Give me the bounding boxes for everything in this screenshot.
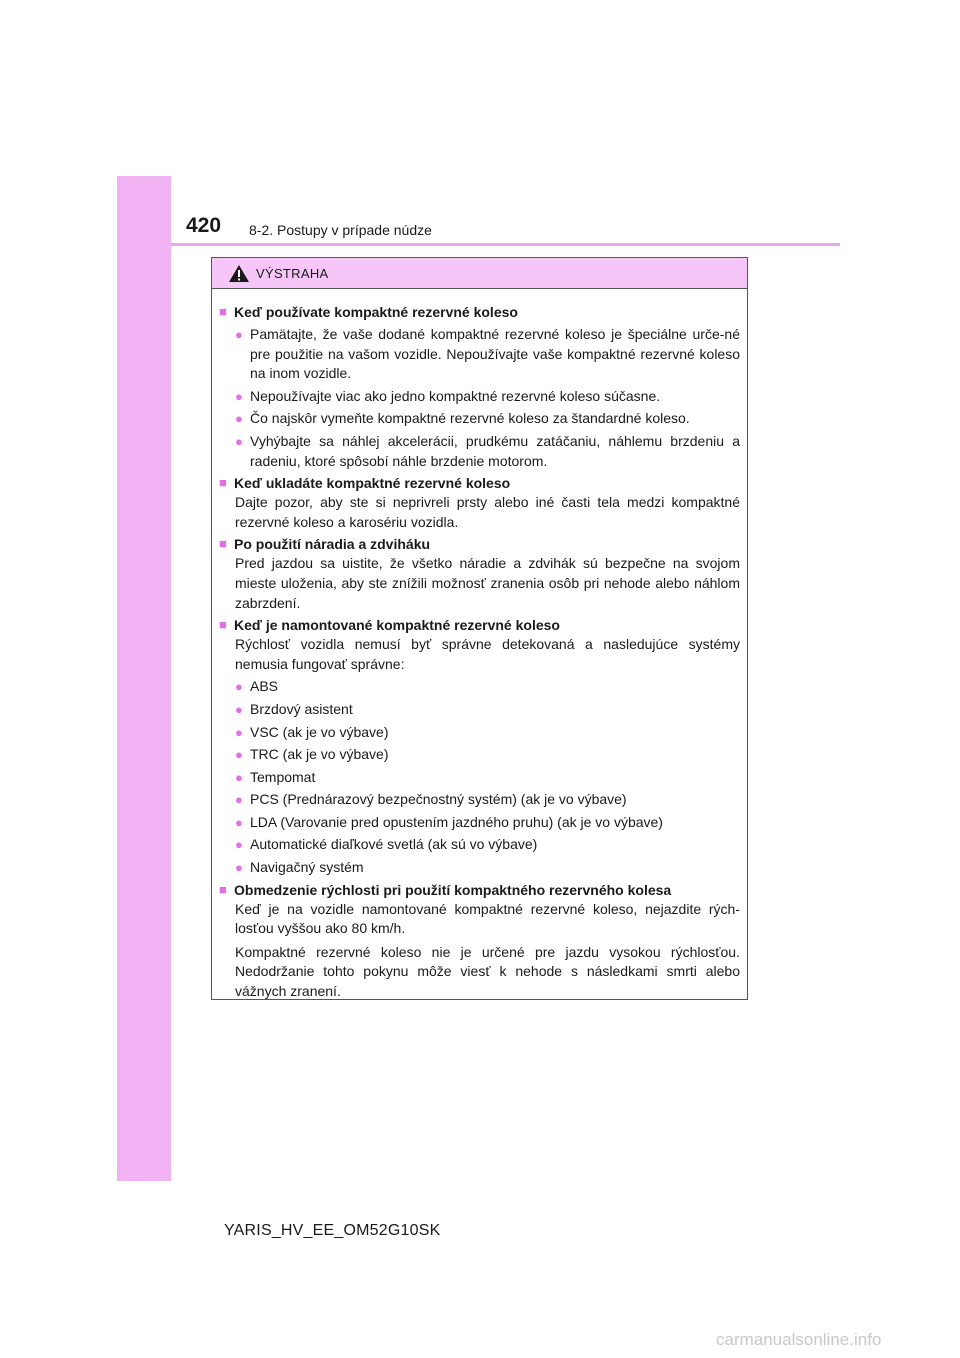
round-bullet-icon: ●: [235, 411, 243, 427]
round-bullet-icon: ●: [235, 724, 243, 740]
round-bullet-icon: ●: [235, 769, 243, 785]
section-text: Dajte pozor, aby ste si neprivreli prsty alebo iné časti tela medzi kompaktné rezervné koleso a karosériu vozidla.: [235, 494, 740, 530]
watermark: carmanualsonline.info: [716, 1330, 882, 1349]
section-heading: Keď používate kompaktné rezervné koleso: [234, 304, 518, 320]
round-bullet-icon: ●: [235, 814, 243, 830]
round-bullet-icon: ●: [235, 679, 243, 695]
round-bullet-icon: ●: [235, 837, 243, 853]
side-color-band: [117, 176, 171, 1181]
section-compact-spare-use: [219, 302, 740, 471]
list-item: ● Nepoužívajte viac ako jedno kompaktné rezervné koleso súčasne.: [235, 387, 740, 407]
list-item: ● LDA (Varovanie pred opustením jazdného pruhu) (ak je vo výbave): [235, 813, 740, 833]
section-speed-limit: [219, 880, 740, 1002]
square-bullet-icon: ■: [219, 536, 227, 552]
warning-body: [212, 289, 747, 1002]
round-bullet-icon: ●: [235, 701, 243, 717]
header-rule: [171, 243, 840, 246]
list-item: ● PCS (Prednárazový bezpečnostný systém) (ak je vo výbave): [235, 790, 740, 810]
list-item: ● ABS: [235, 677, 740, 697]
round-bullet-icon: ●: [235, 327, 243, 342]
warning-triangle-icon: [228, 264, 250, 283]
round-bullet-icon: ●: [235, 860, 243, 876]
list-item: ● TRC (ak je vo výbave): [235, 745, 740, 765]
list-item: ● Tempomat: [235, 768, 740, 788]
section-spare-installed: [219, 615, 740, 878]
round-bullet-icon: ●: [235, 792, 243, 808]
list-item: ● Brzdový asistent: [235, 700, 740, 720]
warning-header: [212, 258, 747, 289]
list-item: ● Navigačný systém: [235, 858, 740, 878]
round-bullet-icon: ●: [235, 747, 243, 763]
document-code: YARIS_HV_EE_OM52G10SK: [224, 1222, 441, 1239]
section-text: Rýchlosť vozidla nemusí byť správne detekovaná a nasledujúce systémy nemusia fungovať správne:: [235, 636, 740, 672]
square-bullet-icon: ■: [219, 475, 227, 491]
section-heading: Keď je namontované kompaktné rezervné koleso: [234, 617, 560, 634]
warning-box: [211, 257, 748, 1000]
square-bullet-icon: ■: [219, 881, 227, 897]
square-bullet-icon: ■: [219, 617, 227, 633]
warning-title: VÝSTRAHA: [256, 265, 329, 281]
section-heading: Keď ukladáte kompaktné rezervné koleso: [234, 475, 511, 492]
list-item: ● Pamätajte, že vaše dodané kompaktné rezervné koleso je špeciálne urče-né pre použitie na vašom vozidle. Nepoužívajte vaše kompaktné rezervné koleso na inom vozidle.: [235, 325, 740, 384]
round-bullet-icon: ●: [235, 388, 243, 404]
section-title: 8-2. Postupy v prípade núdze: [249, 222, 432, 238]
section-tools-jack: [219, 534, 740, 613]
list-item: ● VSC (ak je vo výbave): [235, 723, 740, 743]
round-bullet-icon: ●: [235, 433, 243, 449]
list-item: ● Vyhýbajte sa náhlej akcelerácii, prudkému zatáčaniu, náhlemu brzdeniu a radeniu, ktoré spôsobí náhle brzdenie motorom.: [235, 432, 740, 471]
section-storing-spare: [219, 473, 740, 532]
section-text: Pred jazdou sa uistite, že všetko náradie a zdvihák sú bezpečne na svojom mieste uloženia, aby ste znížili možnosť zranenia osôb pri nehode alebo náhlom zabrzdení.: [235, 555, 740, 611]
page-number: 420: [186, 214, 222, 237]
section-heading: Obmedzenie rýchlosti pri použití kompaktného rezervného kolesa: [234, 881, 672, 898]
section-heading: Po použití náradia a zdviháku: [234, 536, 431, 553]
section-text-2: Kompaktné rezervné koleso nie je určené pre jazdu vysokou rýchlosťou. Nedodržanie tohto pokynu môže viesť k nehode s následkami smrti alebo vážnych zranení.: [235, 943, 740, 1000]
section-text: Keď je na vozidle namontované kompaktné rezervné koleso, nejazdite rých-losťou vyššou ako 80 km/h.: [235, 900, 740, 937]
list-item: ● Automatické diaľkové svetlá (ak sú vo výbave): [235, 835, 740, 855]
list-item: ● Čo najskôr vymeňte kompaktné rezervné koleso za štandardné koleso.: [235, 409, 740, 429]
square-bullet-icon: ■: [219, 304, 227, 319]
